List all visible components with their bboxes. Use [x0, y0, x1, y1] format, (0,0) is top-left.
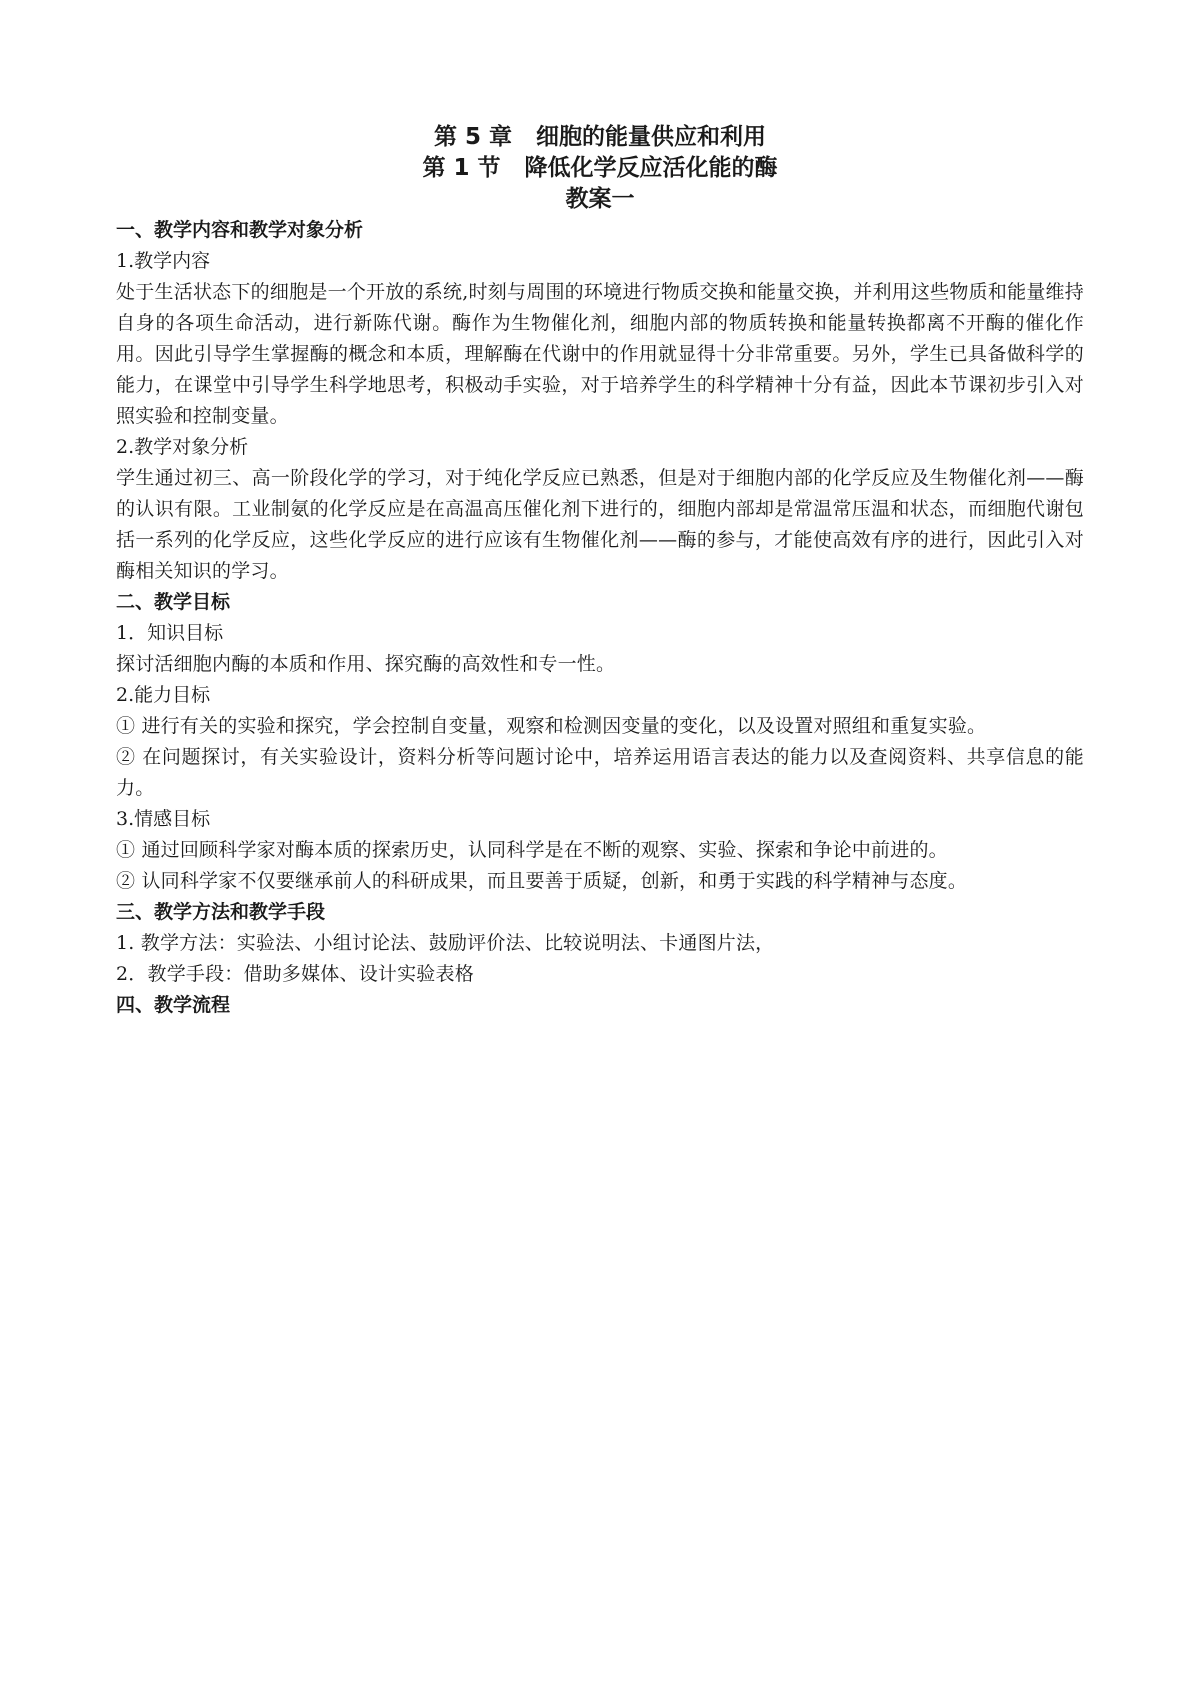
paragraph-emotional-goal-2: ② 认同科学家不仅要继承前人的科研成果，而且要善于质疑，创新，和勇于实践的科学精神与态度。: [116, 870, 968, 892]
section-number: 第 1 节: [422, 155, 501, 181]
document-page: [116, 122, 1084, 1021]
heading-content-analysis: 一、教学内容和教学对象分析: [116, 219, 364, 241]
section-title: [116, 153, 1084, 184]
paragraph-teaching-content: 处于生活状态下的细胞是一个开放的系统,时刻与周围的环境进行物质交换和能量交换，并利用这些物质和能量维持自身的各项生命活动，进行新陈代谢。酶作为生物催化剂，细胞内部的物质转换和能量转换都离不开酶的催化作用。因此引导学生掌握酶的概念和本质，理解酶在代谢中的作用就显得十分非常重要。另外，学生已具备做科学的能力，在课堂中引导学生科学地思考，积极动手实验，对于培养学生的科学精神十分有益，因此本节课初步引入对照实验和控制变量。: [116, 281, 1084, 427]
chapter-name: 细胞的能量供应和利用: [536, 124, 767, 150]
subheading-ability-goals: 2.能力目标: [116, 684, 211, 706]
heading-teaching-goals: 二、教学目标: [116, 591, 231, 613]
paragraph-teaching-methods: 1. 教学方法：实验法、小组讨论法、鼓励评价法、比较说明法、卡通图片法，: [116, 932, 775, 954]
lesson-plan-title: 教案一: [565, 186, 635, 212]
subheading-knowledge-goals: 1．知识目标: [116, 622, 224, 644]
section-name: 降低化学反应活化能的酶: [524, 155, 778, 181]
paragraph-knowledge-goals: 探讨活细胞内酶的本质和作用、探究酶的高效性和专一性。: [116, 653, 616, 675]
chapter-title: [116, 122, 1084, 153]
paragraph-student-analysis: 学生通过初三、高一阶段化学的学习，对于纯化学反应已熟悉，但是对于细胞内部的化学反应及生物催化剂——酶的认识有限。工业制氨的化学反应是在高温高压催化剂下进行的，细胞内部却是常温常压温和状态，而细胞代谢包括一系列的化学反应，这些化学反应的进行应该有生物催化剂——酶的参与，才能使高效有序的进行，因此引入对酶相关知识的学习。: [116, 467, 1084, 582]
paragraph-emotional-goal-1: ① 通过回顾科学家对酶本质的探索历史，认同科学是在不断的观察、实验、探索和争论中前进的。: [116, 839, 948, 861]
paragraph-ability-goal-2: ② 在问题探讨，有关实验设计，资料分析等问题讨论中，培养运用语言表达的能力以及查阅资料、共享信息的能力。: [116, 746, 1084, 799]
paragraph-teaching-means: 2．教学手段：借助多媒体、设计实验表格: [116, 963, 474, 985]
chapter-number: 第 5 章: [433, 124, 513, 150]
heading-methods-means: 三、教学方法和教学手段: [116, 901, 326, 923]
heading-teaching-flow: 四、教学流程: [116, 994, 231, 1016]
subheading-emotional-goals: 3.情感目标: [116, 808, 211, 830]
subheading-student-analysis: 2.教学对象分析: [116, 436, 249, 458]
paragraph-ability-goal-1: ① 进行有关的实验和探究，学会控制自变量，观察和检测因变量的变化，以及设置对照组和重复实验。: [116, 715, 987, 737]
subheading-teaching-content: 1.教学内容: [116, 250, 211, 272]
